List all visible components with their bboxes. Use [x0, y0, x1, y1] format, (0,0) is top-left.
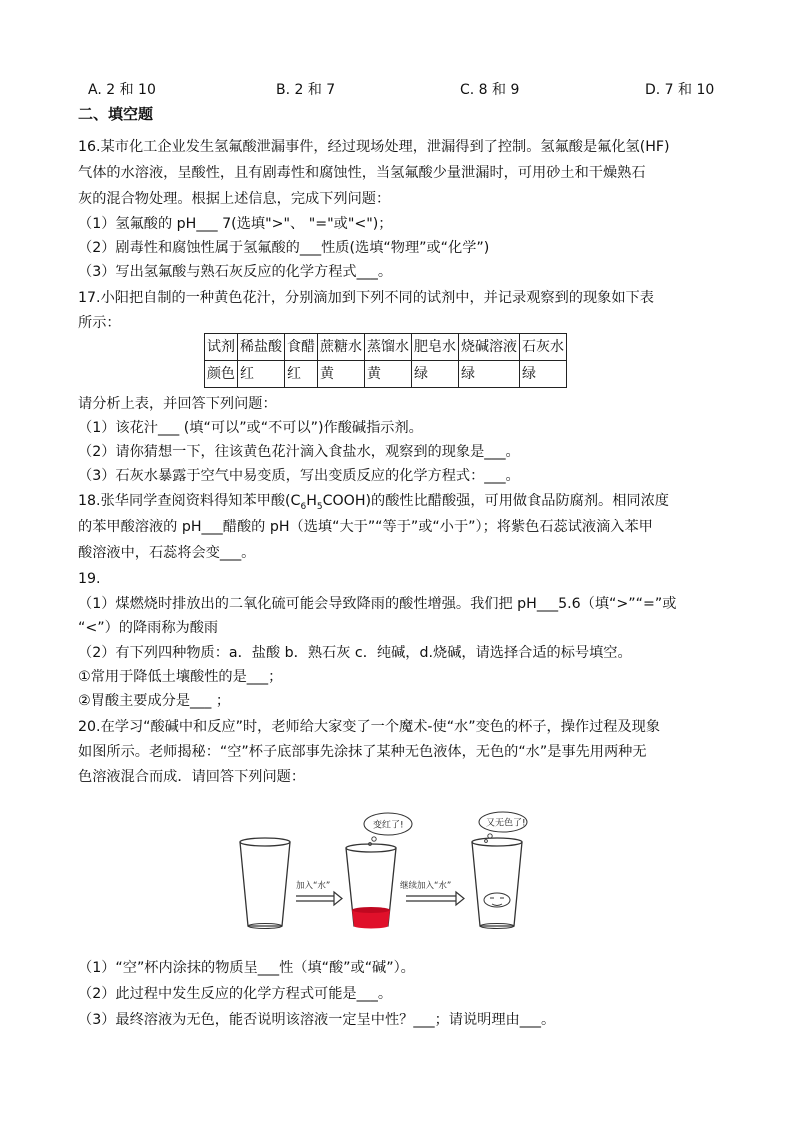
q17-subquestion-1: （1）该花汁___ (填“可以”或“不可以”)作酸碱指示剂。 [78, 420, 423, 436]
q16-subquestion-2: （2）剧毒性和腐蚀性属于氢氟酸的___性质(选填“物理”或“化学”) [78, 240, 490, 256]
table-cell: 黄 [318, 361, 365, 388]
table-cell: 蔗糖水 [318, 334, 365, 361]
q18-text-line3: 酸溶液中，石蕊将会变___。 [78, 545, 256, 561]
q20-subquestion-1: （1）“空”杯内涂抹的物质呈___性（填“酸”或“碱”）。 [78, 960, 415, 976]
bubble1-text: 变红了! [373, 820, 404, 831]
option-c: C. 8 和 9 [460, 82, 520, 98]
reagent-color-table [204, 333, 567, 388]
q16-subquestion-1: （1）氢氟酸的 pH___ 7(选填">"、 "="或"<")； [78, 216, 393, 232]
table-cell: 绿 [520, 361, 567, 388]
answer-options-row [0, 79, 794, 99]
table-cell: 石灰水 [520, 334, 567, 361]
table-cell: 红 [238, 361, 285, 388]
table-cell: 稀盐酸 [238, 334, 285, 361]
q20-text-line1: 20.在学习“酸碱中和反应”时，老师给大家变了一个魔术-使“水”变色的杯子，操作过程及现象 [78, 719, 661, 735]
speech-bubble-red [364, 813, 412, 845]
table-row [205, 361, 567, 388]
clear-cup [472, 838, 522, 929]
table-header-row [205, 334, 567, 361]
q20-text-line2: 如图所示。老师揭秘：“空”杯子底部事先涂抹了某种无色液体，无色的“水”是事先用两种无 [78, 744, 647, 760]
red-cup [346, 844, 396, 929]
q17-text-line2: 所示： [78, 315, 121, 331]
table-cell: 红 [285, 361, 318, 388]
q19-subquestion-1a: （1）煤燃烧时排放出的二氧化硫可能会导致降雨的酸性增强。我们把 pH___5.6（填“>”“=”或 [78, 596, 677, 612]
q16-text-line3: 灰的混合物处理。根据上述信息，完成下列问题： [78, 191, 391, 207]
arrow2-label: 继续加入“水” [400, 881, 452, 891]
table-cell: 黄 [365, 361, 412, 388]
table-cell: 蒸馏水 [365, 334, 412, 361]
q19-number: 19. [78, 571, 101, 587]
q16-subquestion-3: （3）写出氢氟酸与熟石灰反应的化学方程式___。 [78, 264, 393, 280]
bubble2-text: 又无色了! [486, 818, 526, 829]
subscript: 6 [300, 501, 307, 512]
table-cell: 烧碱溶液 [459, 334, 520, 361]
empty-cup [240, 838, 290, 929]
q17-text-line1: 17.小阳把自制的一种黄色花汁，分别滴加到下列不同的试剂中，并记录观察到的现象如下表 [78, 290, 654, 306]
q19-item-2: ②胃酸主要成分是___ ； [78, 693, 231, 709]
q19-subquestion-2: （2）有下列四种物质：a．盐酸 b．熟石灰 c．纯碱，d.烧碱，请选择合适的标号填空。 [78, 645, 632, 661]
q18-text-part: H [306, 493, 317, 509]
option-b: B. 2 和 7 [276, 82, 336, 98]
table-cell: 绿 [459, 361, 520, 388]
q20-subquestion-3: （3）最终溶液为无色，能否说明该溶液一定呈中性？___；请说明理由___。 [78, 1012, 556, 1028]
arrow-continue-water [400, 880, 464, 905]
q17-subquestion-2: （2）请你猜想一下，往该黄色花汁滴入食盐水，观察到的现象是___。 [78, 444, 520, 460]
option-d: D. 7 和 10 [645, 82, 715, 98]
option-a: A. 2 和 10 [88, 82, 156, 98]
arrow1-label: 加入“水” [296, 881, 331, 891]
table-cell: 食醋 [285, 334, 318, 361]
q19-item-1: ①常用于降低土壤酸性的是___； [78, 669, 283, 685]
q18-text-part: 18.张华同学查阅资料得知苯甲酸(C [78, 493, 301, 509]
q17-after-table: 请分析上表，并回答下列问题： [78, 396, 277, 412]
arrow-add-water [296, 880, 342, 905]
magic-cup-figure [228, 808, 528, 938]
q18-text-line2: 的苯甲酸溶液的 pH___醋酸的 pH（选填“大于”“等于”或“小于”）；将紫色石蕊试液滴入苯甲 [78, 519, 653, 535]
table-cell: 肥皂水 [412, 334, 459, 361]
subscript: 5 [316, 501, 323, 512]
q18-text-line1 [78, 491, 669, 517]
table-cell: 绿 [412, 361, 459, 388]
q16-text-line1: 16.某市化工企业发生氢氟酸泄漏事件，经过现场处理，泄漏得到了控制。氢氟酸是氟化氢(HF) [78, 139, 670, 155]
table-cell: 试剂 [205, 334, 238, 361]
table-cell: 颜色 [205, 361, 238, 388]
q20-subquestion-2: （2）此过程中发生反应的化学方程式可能是___。 [78, 986, 393, 1002]
section-heading: 二、填空题 [78, 105, 154, 123]
q18-text-part: COOH)的酸性比醋酸强，可用做食品防腐剂。相同浓度 [322, 493, 669, 509]
q20-text-line3: 色溶液混合而成．请回答下列问题： [78, 769, 306, 785]
q17-subquestion-3: （3）石灰水暴露于空气中易变质，写出变质反应的化学方程式：___。 [78, 468, 520, 484]
q16-text-line2: 气体的水溶液，呈酸性，且有剧毒性和腐蚀性，当氢氟酸少量泄漏时，可用砂土和干燥熟石 [78, 165, 646, 181]
q19-subquestion-1b: “<”）的降雨称为酸雨 [78, 620, 219, 636]
